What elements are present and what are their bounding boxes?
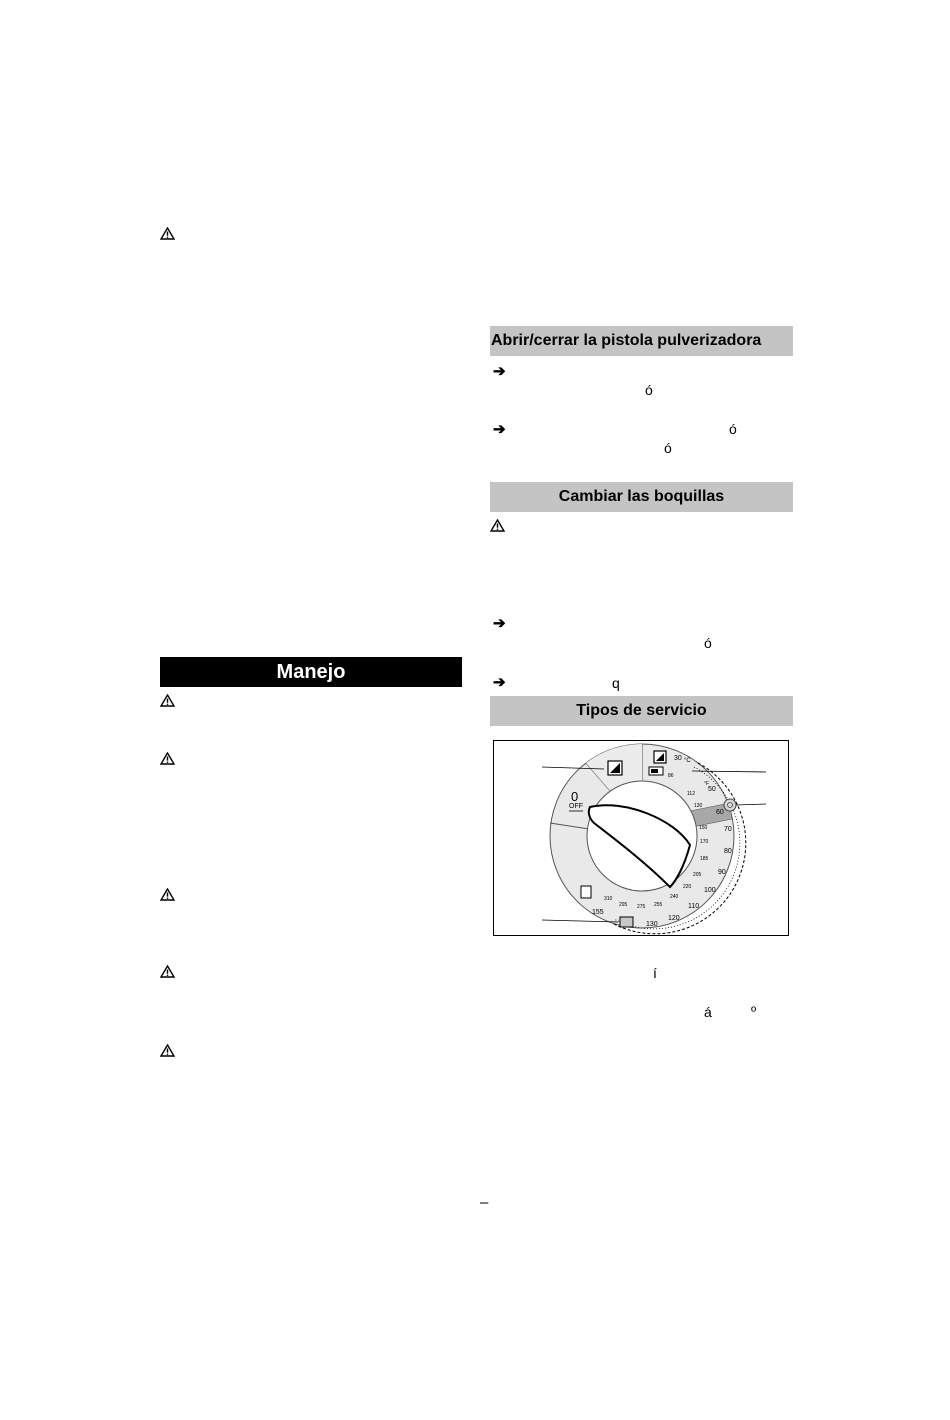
celsius-tick: 30 xyxy=(674,755,682,762)
celsius-tick: 120 xyxy=(668,915,680,922)
section-title-nozzles: Cambiar las boquillas xyxy=(490,482,793,512)
fahrenheit-tick: 185 xyxy=(700,856,709,862)
celsius-tick: 100 xyxy=(704,887,716,894)
warning-icon xyxy=(160,752,175,765)
fahrenheit-tick: 240 xyxy=(670,894,679,900)
dial-zero-label: 0 xyxy=(571,789,579,804)
celsius-tick: 90 xyxy=(718,869,726,876)
fahrenheit-tick: 150 xyxy=(699,825,708,831)
arrow-right-icon: ➔ xyxy=(493,674,506,691)
fahrenheit-tick: 255 xyxy=(654,902,663,908)
celsius-tick: 80 xyxy=(724,848,732,855)
arrow-right-icon: ➔ xyxy=(493,421,506,438)
fahrenheit-tick: 205 xyxy=(693,872,702,878)
warning-icon xyxy=(160,227,175,240)
warning-icon xyxy=(160,965,175,978)
fahrenheit-tick: 130 xyxy=(694,803,703,809)
warning-icon xyxy=(160,888,175,901)
text-fragment: ó xyxy=(664,440,672,456)
text-fragment: í xyxy=(653,965,657,981)
warning-icon xyxy=(160,694,175,707)
fahrenheit-tick: 86 xyxy=(668,773,674,779)
text-fragment: q xyxy=(612,675,620,691)
page-number-mark: – xyxy=(480,1194,489,1211)
celsius-tick: 50 xyxy=(708,786,716,793)
section-title-spray-gun: Abrir/cerrar la pistola pulverizadora xyxy=(490,326,793,356)
dial-min-label: 155 xyxy=(592,909,604,916)
dial-deg-f: °F xyxy=(704,781,710,787)
text-fragment: º xyxy=(751,1003,757,1019)
dial-deg-c: °C xyxy=(684,758,691,764)
manejo-header: Manejo xyxy=(160,657,462,687)
celsius-tick: 110 xyxy=(688,903,700,910)
fahrenheit-tick: 275 xyxy=(637,904,646,910)
dial-off-label: OFF xyxy=(569,803,583,810)
fahrenheit-tick: 310 xyxy=(604,896,613,902)
arrow-right-icon: ➔ xyxy=(493,363,506,380)
fahrenheit-tick: 170 xyxy=(700,839,709,845)
text-fragment: ó xyxy=(729,421,737,437)
fahrenheit-tick: 295 xyxy=(619,902,628,908)
celsius-tick: 130 xyxy=(646,921,658,928)
warning-icon xyxy=(490,519,505,532)
arrow-right-icon: ➔ xyxy=(493,615,506,632)
celsius-tick: 60 xyxy=(716,809,724,816)
section-title-operating-modes: Tipos de servicio xyxy=(490,696,793,726)
text-fragment: á xyxy=(704,1004,712,1020)
operating-dial-figure xyxy=(493,740,789,936)
fahrenheit-tick: 112 xyxy=(687,791,695,797)
warning-icon xyxy=(160,1044,175,1057)
celsius-tick: 70 xyxy=(724,826,732,833)
text-fragment: ó xyxy=(704,635,712,651)
fahrenheit-tick: 220 xyxy=(683,884,692,890)
text-fragment: ó xyxy=(645,382,653,398)
